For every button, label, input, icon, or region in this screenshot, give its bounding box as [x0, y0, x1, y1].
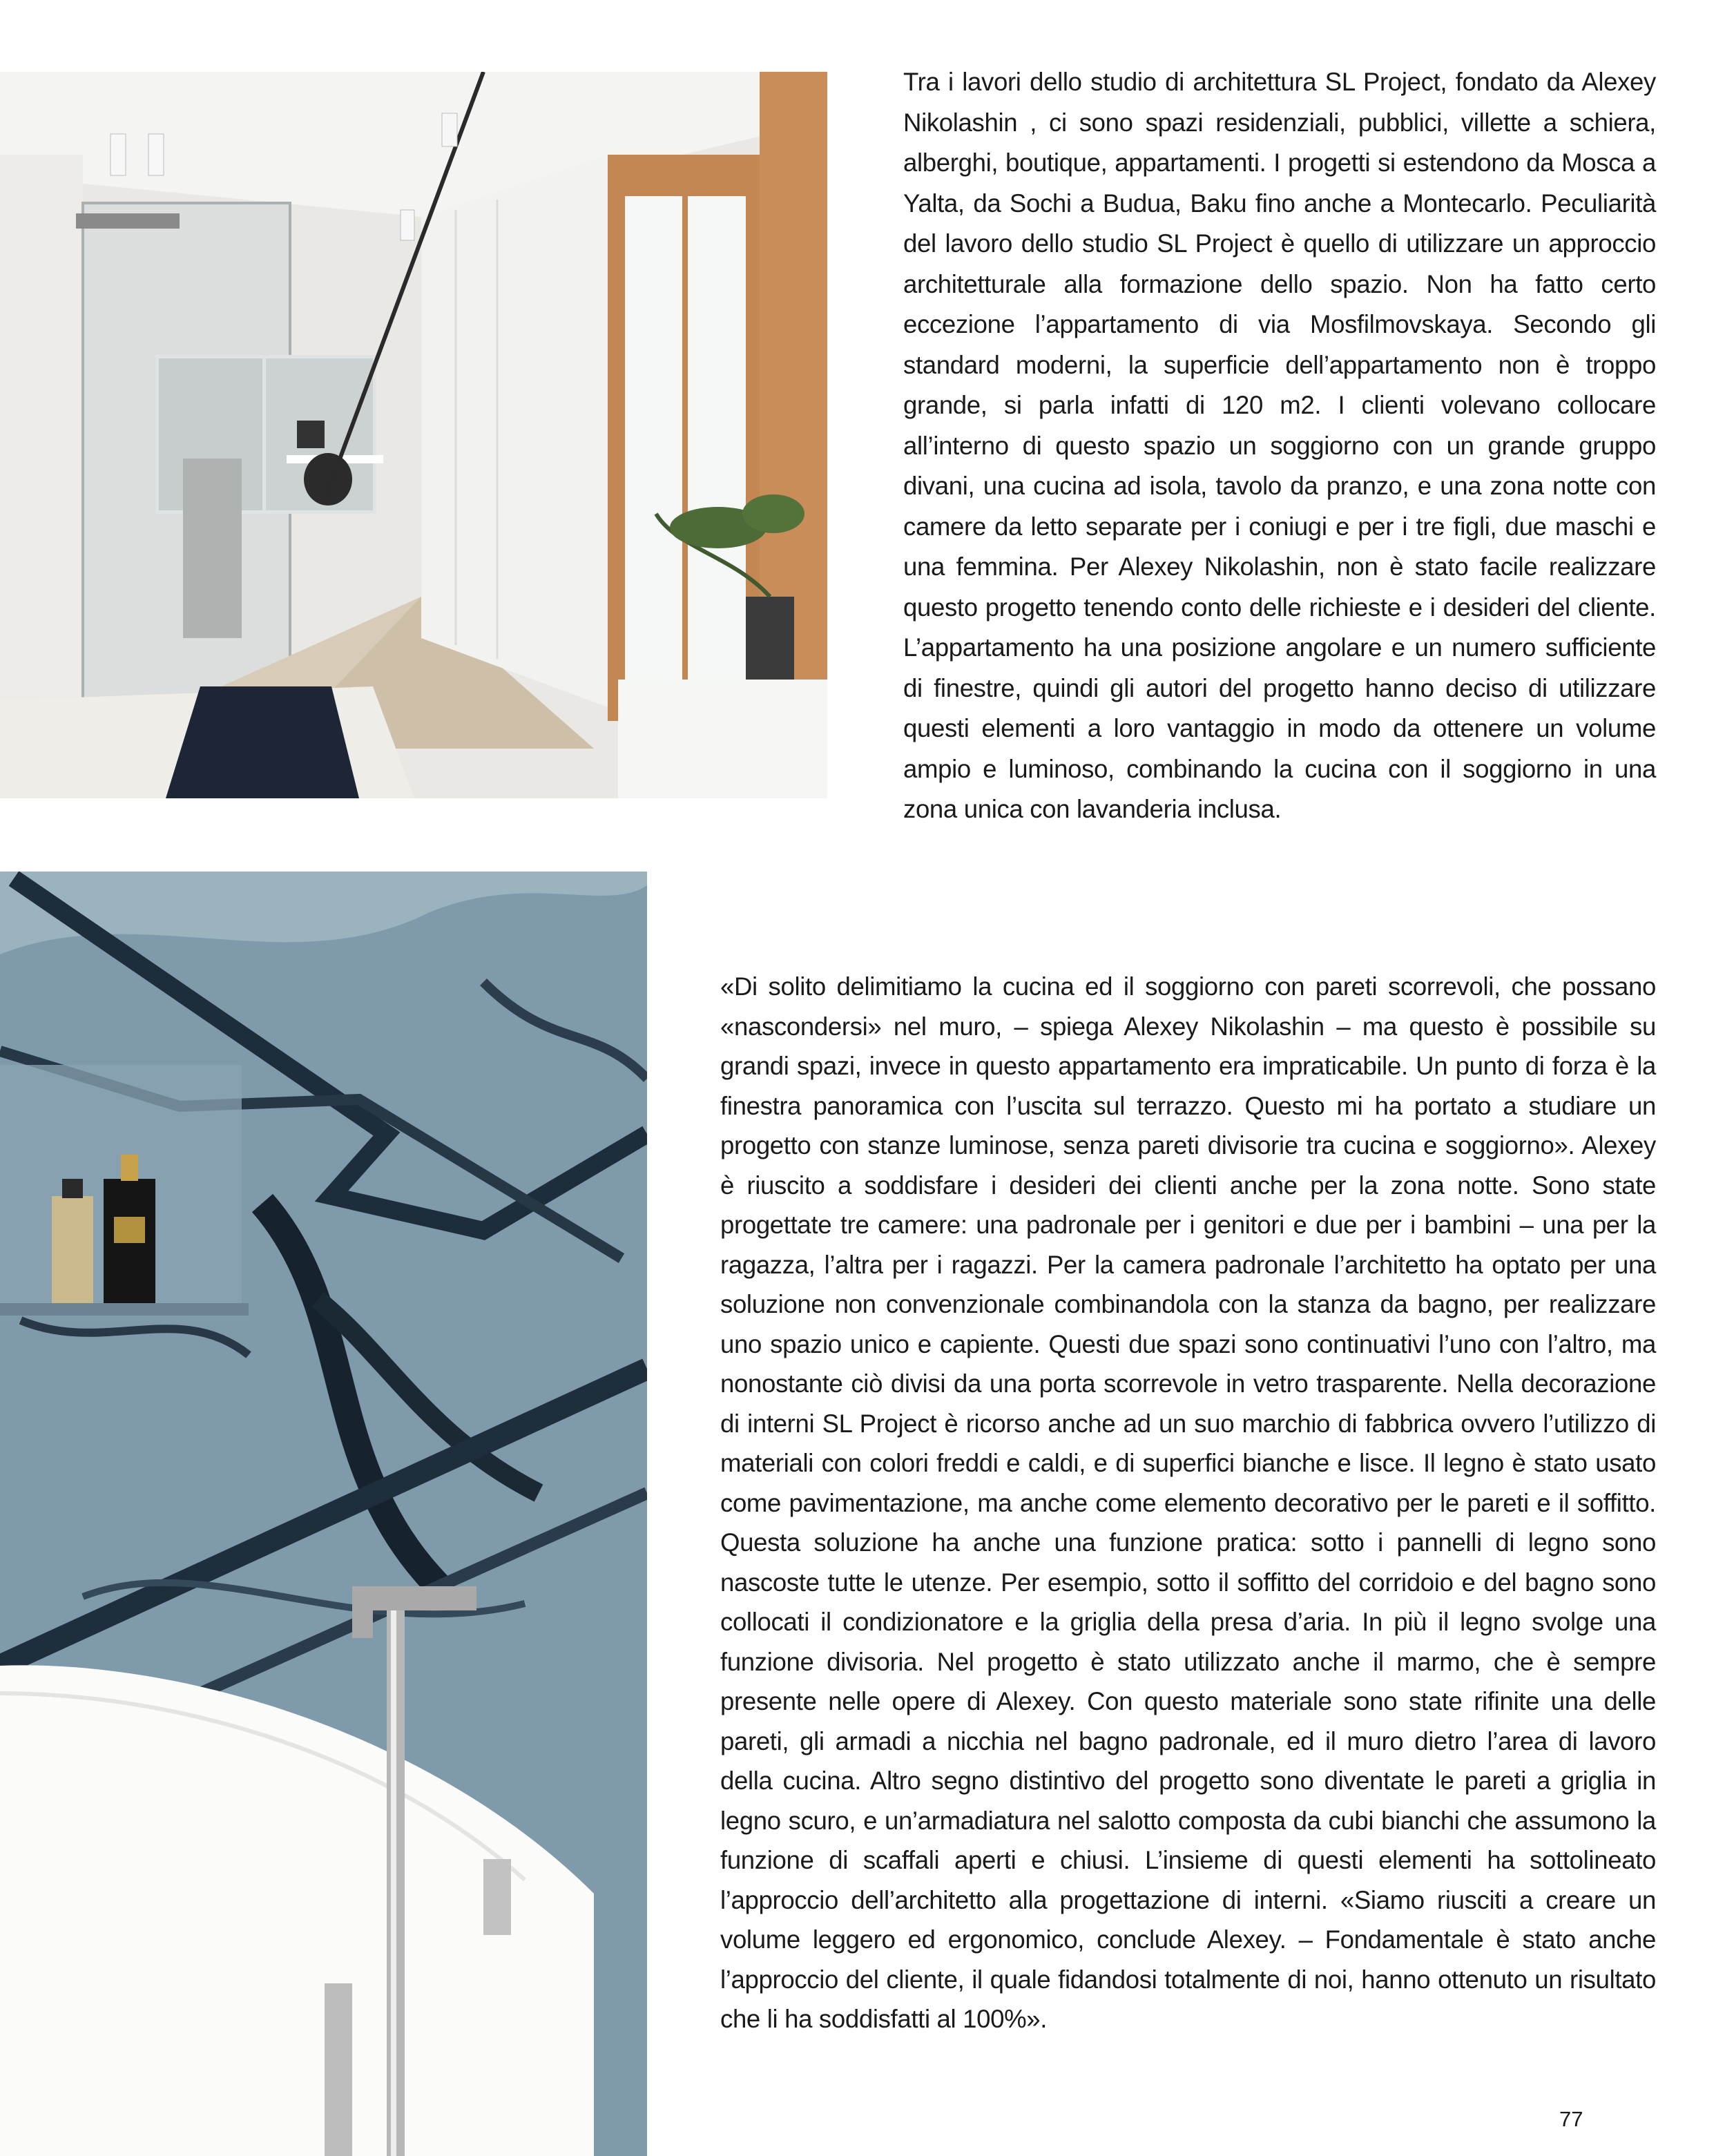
bedroom-photo [0, 72, 827, 798]
bathroom-photo [0, 872, 647, 2156]
article-paragraph-interview [720, 967, 1656, 2039]
article-paragraph-intro-text: Tra i lavori dello studio di architettura SL Project, fondato da Alexey Nikolashin , ci sono spazi residenziali, pubblici, villette a schiera, alberghi, boutique, appartamenti. I progetti si estendono da Mosca a Yalta, da Sochi a Budua, Baku fino anche a Montecarlo. Peculiarità del lavoro dello studio SL Project è quello di utilizzare un approccio architetturale alla formazione dello spazio. Non ha fatto certo eccezione l’appartamento di via Mosfilmovskaya. Secondo gli standard moderni, la superficie dell’appartamento non è troppo grande, si parla infatti di 120 m2. I clienti volevano collocare all’interno di questo spazio un soggiorno con un grande gruppo divani, una cucina ad isola, tavolo da pranzo, e una zona notte con camere da letto separate per i coniugi e per i tre figli, due maschi e una femmina. Per Alexey Nikolashin, non è stato facile realizzare questo progetto tenendo conto delle richieste e i desideri del cliente. L’appartamento ha una posizione angolare e un numero sufficiente di finestre, quindi gli autori del progetto hanno deciso di utilizzare questi elementi a loro vantaggio in modo da ottenere un volume ampio e luminoso, combinando la cucina con il soggiorno in una zona unica con lavanderia inclusa. [903, 68, 1656, 823]
article-paragraph-interview-text: «Di solito delimitiamo la cucina ed il soggiorno con pareti scorrevoli, che possano «nascondersi» nel muro, – spiega Alexey Nikolashin – ma questo è possibile su grandi spazi, invece in questo appartamento era impraticabile. Un punto di forza è la finestra panoramica con l’uscita sul terrazzo. Questo mi ha portato a studiare un progetto con stanze luminose, senza pareti divisorie tra cucina e soggiorno». Alexey è riuscito a soddisfare i desideri dei clienti anche per la zona notte. Sono state progettate tre camere: una padronale per i genitori e due per i bambini – una per la ragazza, l’altra per i ragazzi. Per la camera padronale l’architetto ha optato per una soluzione non convenzionale combinandola con la stanza da bagno, per realizzare uno spazio unico e capiente. Questi due spazi sono continuativi l’uno con l’altro, ma nonostante ciò divisi da una porta scorrevole in vetro trasparente. Nella decorazione di interni SL Project è ricorso anche ad un suo marchio di fabbrica ovvero l’utilizzo di materiali con colori freddi e caldi, e di superfici bianche e lisce. Il legno è stato usato come pavimentazione, ma anche come elemento decorativo per le pareti e il soffitto. Questa soluzione ha anche una funzione pratica: sotto i pannelli di legno sono nascoste tutte le utenze. Per esempio, sotto il soffitto del corridoio e del bagno sono collocati il condizionatore e la griglia della presa d’aria. In più il legno svolge una funzione divisoria. Nel progetto è stato utilizzato anche il marmo, che è sempre presente nelle opere di Alexey. Con questo materiale sono state rifinite una delle pareti, gli armadi a nicchia nel bagno padronale, ed il muro dietro l’area di lavoro della cucina. Altro segno distintivo del progetto sono diventate le pareti a griglia in legno scuro, e un’armadiatura nel salotto composta da cubi bianchi che assumono la funzione di scaffali aperti e chiusi. L’insieme di questi elementi ha sottolineato l’approccio dell’architetto alla progettazione di interni. «Siamo riusciti a creare un volume leggero ed ergonomico, conclude Alexey. – Fondamentale è stato anche l’approccio del cliente, il quale fidandosi totalmente di noi, hanno ottenuto un risultato che li ha soddisfatti al 100%». [720, 972, 1656, 2033]
article-paragraph-intro [903, 62, 1656, 830]
page-number: 77 [1559, 2107, 1583, 2131]
